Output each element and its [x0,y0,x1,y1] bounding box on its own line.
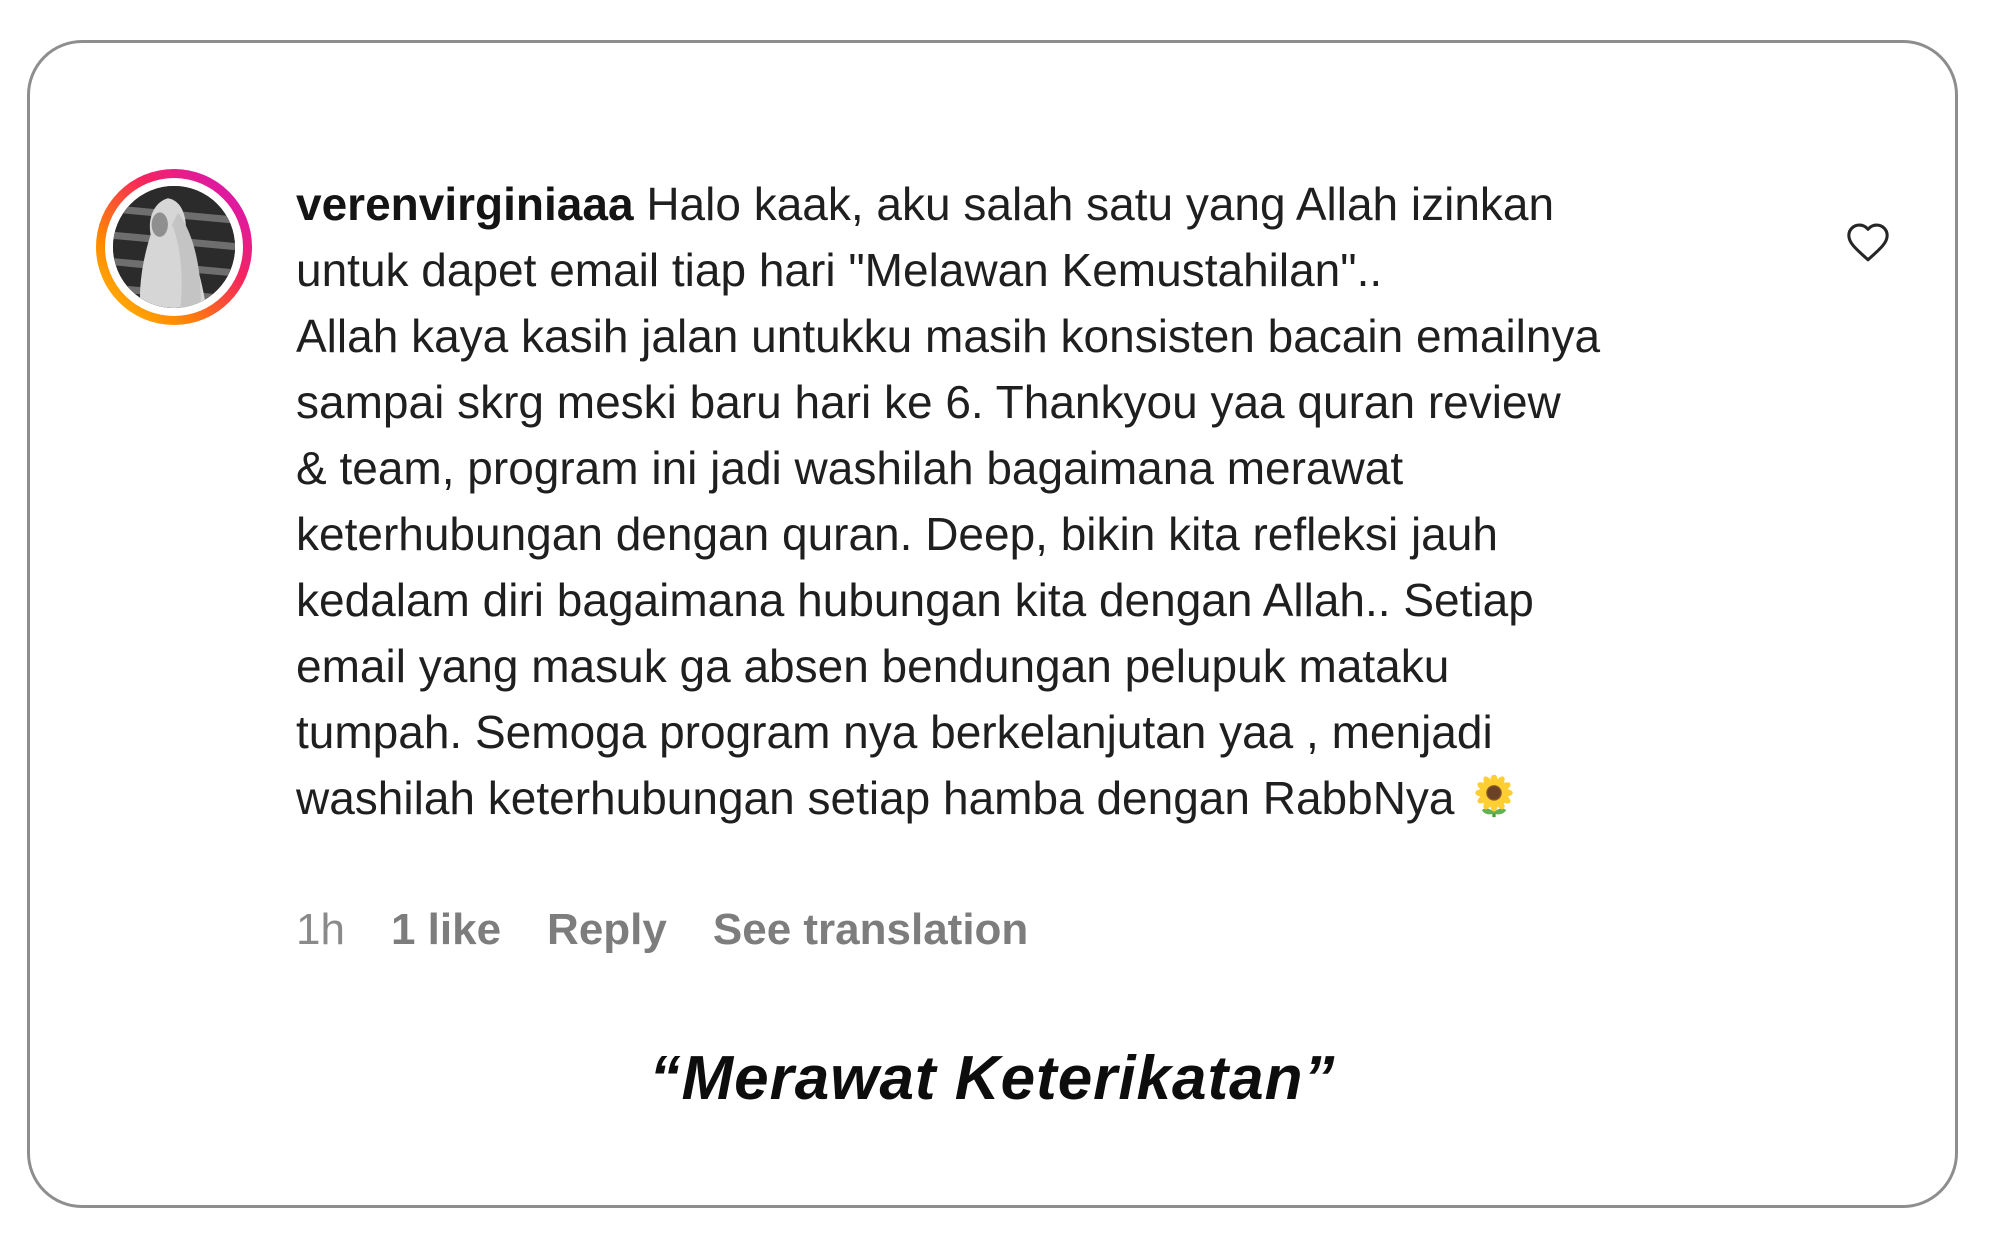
comment-line: keterhubungan dengan quran. Deep, bikin kita refleksi jauh [296,508,1498,560]
comment-body [296,171,1601,831]
avatar[interactable] [96,169,252,325]
see-translation-button[interactable]: See translation [712,905,1029,954]
profile-photo [113,186,235,308]
caption-text: “Merawat Keterikatan” [649,1044,1336,1113]
comment-line [296,171,1555,237]
sunflower-emoji [1471,775,1517,821]
comment-line: Allah kaya kasih jalan untukku masih konsisten bacain emailnya [296,310,1601,362]
comment-line: sampai skrg meski baru hari ke 6. Thankyou yaa quran review [296,376,1561,428]
comment-text: Halo kaak, aku salah satu yang Allah izinkan [646,178,1555,230]
reply-button[interactable]: Reply [547,905,667,954]
timestamp: 1h [296,905,345,954]
hijab-portrait-image [113,186,235,308]
heart-icon [1845,218,1891,264]
like-count[interactable]: 1 like [390,905,502,954]
comment-text: washilah keterhubungan setiap hamba dengan RabbNya [296,772,1455,824]
like-button[interactable] [1845,215,1897,267]
avatar-ring-gap [105,178,243,316]
comment-line: email yang masuk ga absen bendungan pelupuk mataku [296,640,1450,692]
comment-line: untuk dapet email tiap hari "Melawan Kemustahilan".. [296,244,1383,296]
comment-line [296,765,1506,831]
comment-meta [296,905,1028,955]
username[interactable]: verenvirginiaaa [296,178,634,230]
comment-card [27,40,1958,1208]
comment-line: tumpah. Semoga program nya berkelanjutan yaa , menjadi [296,706,1493,758]
comment-line: kedalam diri bagaimana hubungan kita dengan Allah.. Setiap [296,574,1534,626]
comment-line: & team, program ini jadi washilah bagaimana merawat [296,442,1404,494]
